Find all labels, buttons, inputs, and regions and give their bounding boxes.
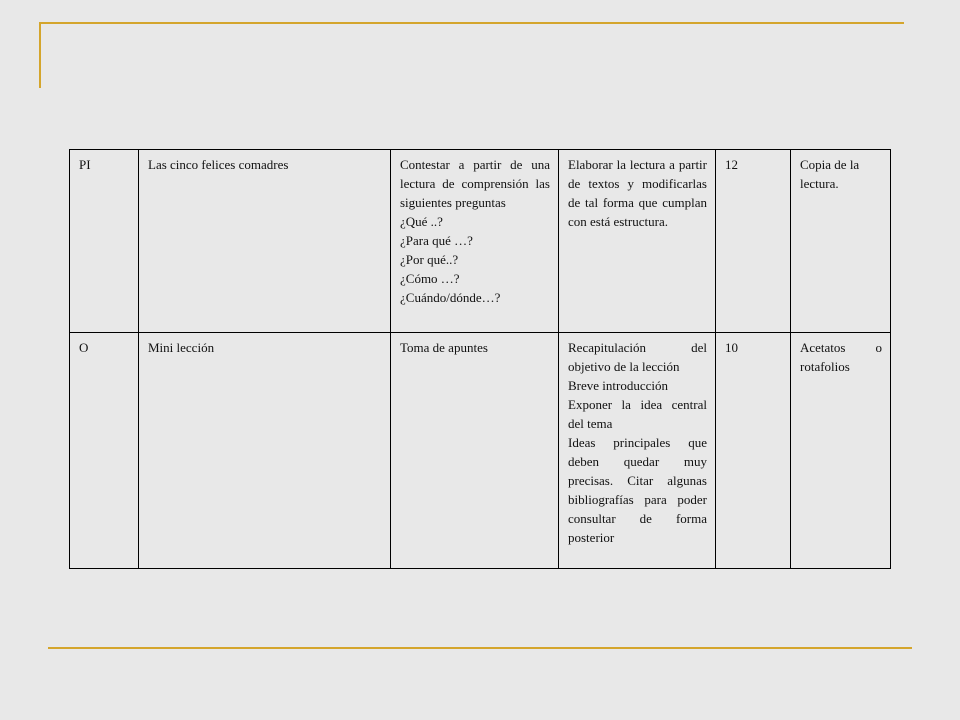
cell-task: Toma de apuntes bbox=[391, 333, 559, 569]
cell-product bbox=[559, 150, 716, 333]
question-item: ¿Cómo …? bbox=[400, 271, 460, 286]
task-intro: Contestar a partir de una lectura de comprensión las siguientes preguntas bbox=[400, 157, 550, 210]
question-item: ¿Por qué..? bbox=[400, 252, 459, 267]
product-item: Exponer la idea central del tema bbox=[568, 397, 707, 431]
left-accent-bar bbox=[39, 22, 41, 88]
question-item: ¿Qué ..? bbox=[400, 214, 443, 229]
product-item: Breve introducción bbox=[568, 378, 668, 393]
cell-task bbox=[391, 150, 559, 333]
top-rule bbox=[40, 22, 904, 24]
product-text: Elaborar la lectura a partir de textos y modificarlas de tal forma que cumplan con está estructura. bbox=[568, 157, 707, 229]
product-item: Ideas principales que deben quedar muy precisas. Citar algunas bibliografías para poder consultar de forma posterior bbox=[568, 435, 707, 545]
bottom-rule bbox=[48, 647, 912, 649]
product-item: Recapitulación del objetivo de la lección bbox=[568, 340, 707, 374]
table-row bbox=[70, 150, 891, 333]
cell-time: 12 bbox=[716, 150, 791, 333]
question-list bbox=[400, 212, 550, 307]
question-item: ¿Cuándo/dónde…? bbox=[400, 290, 501, 305]
table-row bbox=[70, 333, 891, 569]
cell-activity: Mini lección bbox=[139, 333, 391, 569]
material-text: Acetatos o rotafolios bbox=[800, 340, 882, 374]
cell-code: PI bbox=[70, 150, 139, 333]
cell-time: 10 bbox=[716, 333, 791, 569]
lesson-plan-table bbox=[69, 149, 891, 569]
cell-product bbox=[559, 333, 716, 569]
cell-activity: Las cinco felices comadres bbox=[139, 150, 391, 333]
cell-material bbox=[791, 333, 891, 569]
cell-code: O bbox=[70, 333, 139, 569]
cell-material: Copia de la lectura. bbox=[791, 150, 891, 333]
question-item: ¿Para qué …? bbox=[400, 233, 473, 248]
